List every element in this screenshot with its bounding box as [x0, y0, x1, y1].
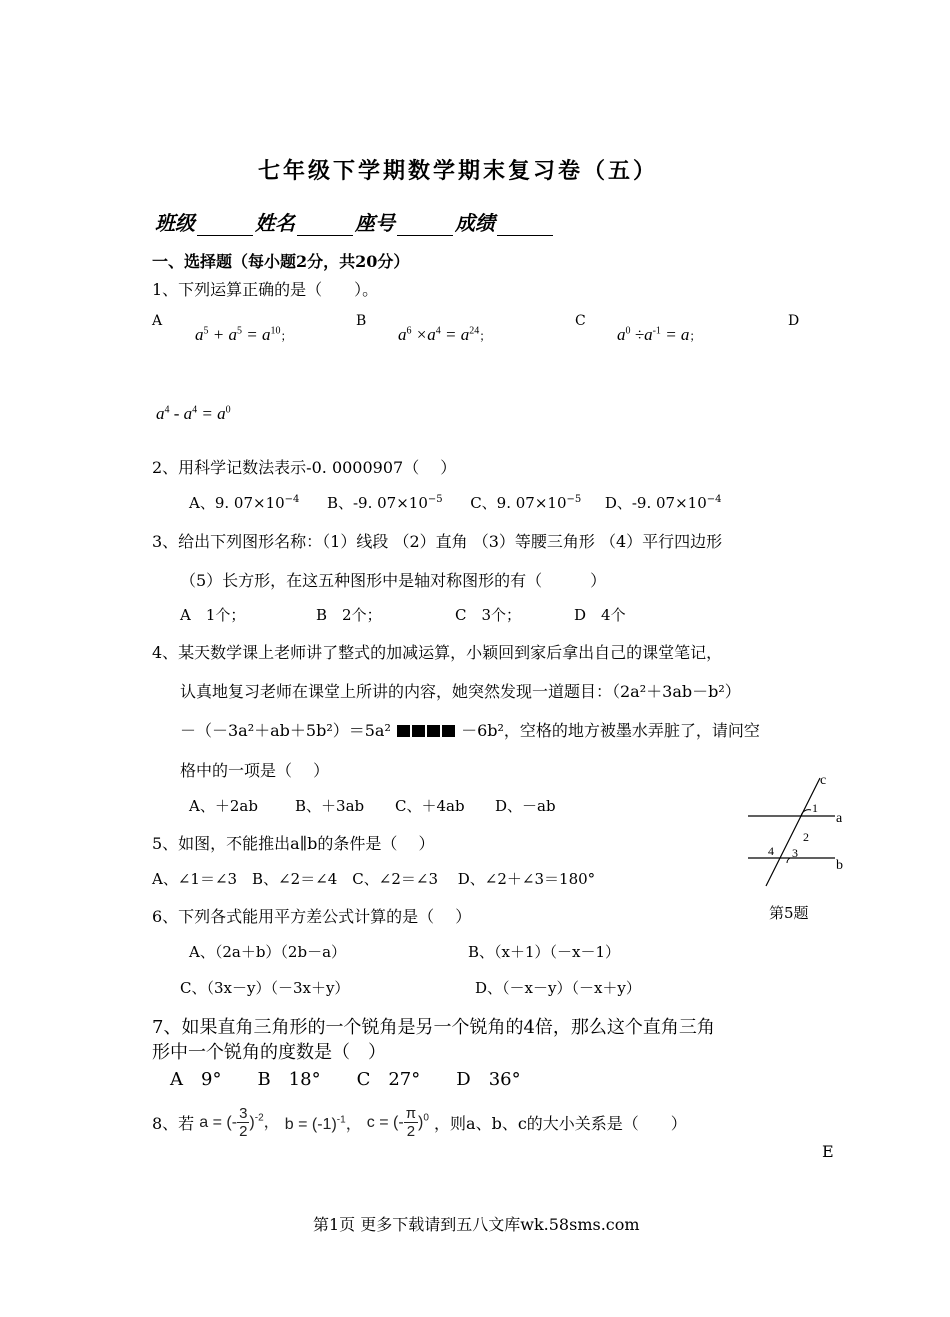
q2-option-b: B、-9. 07×10	[326, 494, 428, 512]
q4-option-b: B、＋3ab	[295, 797, 365, 815]
q1-option-b-letter: B	[356, 313, 367, 329]
q1-option-d-formula: $a^4 - a^4 = a^0$	[156, 404, 231, 423]
stray-letter-e: E	[822, 1142, 834, 1161]
label-c: c	[820, 773, 827, 788]
q8-line	[152, 1105, 687, 1140]
q4-line-2: 认真地复习老师在课堂上所讲的内容，她突然发现一道题目：（2a²＋3ab－b²）	[180, 682, 741, 701]
q3-line-2: （5）长方形，在这五种图形中是轴对称图形的有（ ）	[180, 571, 607, 590]
name-label: 姓名	[255, 211, 295, 235]
q4-option-d: D、－ab	[495, 797, 556, 815]
page-title: 七年级下学期数学期末复习卷（五）	[258, 158, 659, 184]
angle-3-arc	[787, 858, 790, 863]
q8-formula-a: a = (- $\frac{3}{2}$ )$^{-2}$，	[199, 1105, 280, 1140]
q1-option-a-letter: A	[152, 313, 163, 329]
q7-line-1: 7、如果直角三角形的一个锐角是另一个锐角的4倍，那么这个直角三角	[152, 1017, 715, 1038]
q3-line-1: 3、给出下列图形名称：（1）线段 （2）直角 （3）等腰三角形 （4）平行四边形	[152, 532, 723, 551]
q3-option-a: A 1个；	[180, 606, 246, 624]
name-blank[interactable]	[297, 217, 353, 236]
q4-line-3-pre: －（－3a²＋ab＋5b²）＝5a²	[180, 721, 391, 740]
q4-line-3	[180, 718, 760, 741]
q1-stem: 1、下列运算正确的是（ ）。	[152, 280, 379, 299]
q4-line-3-post: －6b²，空格的地方被墨水弄脏了，请问空	[461, 721, 760, 740]
q4-line-1: 4、某天数学课上老师讲了整式的加减运算，小颖回到家后拿出自己的课堂笔记，	[152, 643, 723, 662]
q7-options: A 9° B 18° C 27° D 36°	[170, 1069, 521, 1090]
q1-option-c-letter: C	[575, 313, 586, 329]
transversal-c	[766, 778, 820, 886]
score-blank[interactable]	[497, 217, 553, 236]
class-blank[interactable]	[197, 217, 253, 236]
score-label: 成绩	[455, 211, 495, 235]
q8-formula-b: $b = (-1)^{-1}$，	[284, 1114, 362, 1133]
q5-options: A、∠1＝∠3 B、∠2＝∠4 C、∠2＝∠3 D、∠2＋∠3＝180°	[152, 870, 596, 888]
q6-stem: 6、下列各式能用平方差公式计算的是（ ）	[152, 907, 472, 926]
q4-option-a: A、＋2ab	[189, 797, 258, 815]
label-b: b	[836, 858, 843, 873]
q8-prefix: 8、若	[152, 1114, 195, 1133]
seat-blank[interactable]	[397, 217, 453, 236]
q3-option-c: C 3个；	[455, 606, 522, 624]
q4-option-c: C、＋4ab	[395, 797, 465, 815]
q2-stem: 2、用科学记数法表示-0. 0000907（ ）	[152, 458, 457, 477]
section-heading: 一、选择题（每小题2分，共20分）	[152, 252, 410, 271]
q2-option-c: C、9. 07×10	[470, 494, 567, 512]
class-label: 班级	[155, 211, 195, 235]
q1-option-c-formula: $a^0 \div a^{-1} = a$；	[617, 325, 702, 344]
q6-option-a: A、（2a＋b）（2b－a）	[189, 943, 347, 961]
label-angle-4: 4	[768, 844, 774, 858]
q4-line-4: 格中的一项是（ ）	[180, 761, 330, 780]
q5-stem: 5、如图，不能推出a∥b的条件是（ ）	[152, 834, 435, 853]
q5-figure-caption: 第5题	[769, 904, 809, 922]
q6-option-b: B、（x＋1）（－x－1）	[468, 943, 621, 961]
page-footer: 第1页 更多下载请到五八文库wk.58sms.com	[313, 1215, 640, 1234]
seat-label: 座号	[355, 211, 395, 235]
student-info-line	[155, 207, 555, 236]
q2-option-a: A、9. 07×10	[189, 494, 285, 512]
q5-figure	[740, 766, 860, 896]
q3-option-d: D 4个	[574, 606, 626, 624]
label-angle-3: 3	[792, 846, 798, 860]
q6-option-c: C、（3x－y）（－3x＋y）	[180, 979, 350, 997]
q8-formula-c: c = (- $\frac{\pi}{2}$ )$^0$	[366, 1105, 429, 1140]
q2-option-d: D、-9. 07×10	[604, 494, 707, 512]
q3-option-b: B 2个；	[316, 606, 382, 624]
label-a: a	[836, 811, 843, 826]
q8-suffix: ，则a、b、c的大小关系是（ ）	[434, 1114, 687, 1133]
label-angle-2: 2	[803, 830, 809, 844]
q6-option-d: D、（－x－y）（－x＋y）	[475, 979, 641, 997]
ink-blot	[396, 721, 456, 740]
q2-options: A、9. $07\times 10^{-4}$ B、-9. $07\times 10^{-5}$ C、9. $07\times 10^{-5}$ D、-9. $07\times 10^{-4}$	[189, 494, 722, 512]
q1-option-d-letter: D	[788, 313, 800, 329]
label-angle-1: 1	[812, 801, 818, 815]
q7-line-2: 形中一个锐角的度数是（ ）	[152, 1042, 386, 1063]
angle-1-arc	[801, 810, 811, 816]
q1-option-b-formula: $a^6 \times a^4 = a^{24}$；	[398, 325, 492, 344]
q1-option-a-formula: $a^5 + a^5 = a^{10}$；	[195, 325, 293, 344]
